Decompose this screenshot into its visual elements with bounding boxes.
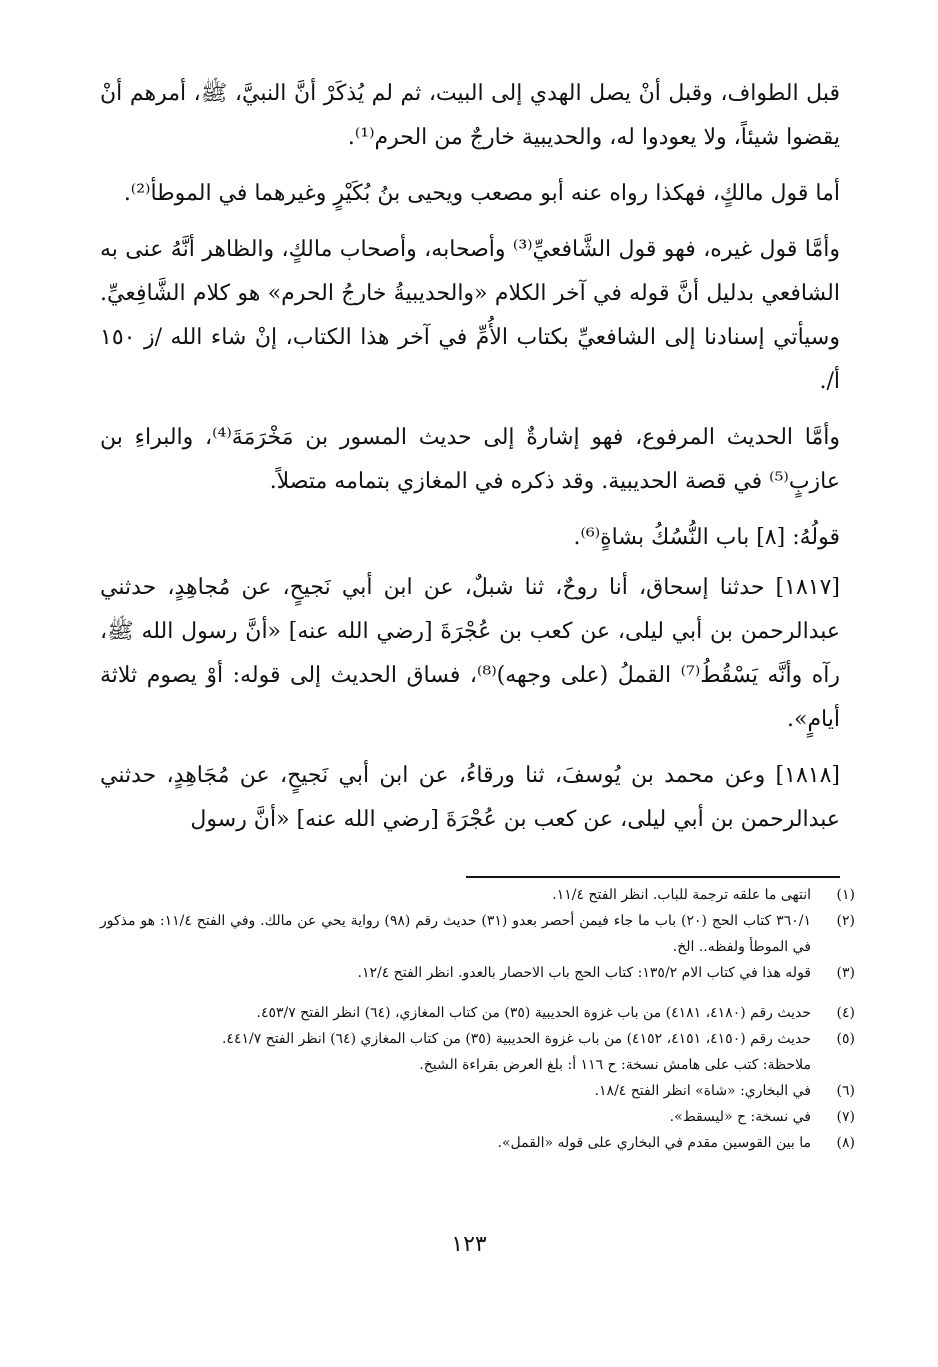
paragraph-2: أما قول مالكٍ، فهكذا رواه عنه أبو مصعب ويحيى بنُ بُكَيْرٍ وغيرهما في الموطأ⁽²⁾. bbox=[123, 181, 840, 206]
paragraph-3: وأمَّا قول غيره، فهو قول الشَّافعيِّ⁽³⁾ وأصحابه، وأصحاب مالكٍ، والظاهر أنَّهُ عنى به الشافعي بدليل أنَّ قوله في آخر الكلام «والحديبيةُ خارجُ الحرم» هو كلام الشَّافِعيِّ. وسيأتي إسنادنا إلى الشافعيِّ بكتاب الأُمِّ في آخر هذا الكتاب، إنْ شاء الله /ز ١٥٠ أ/. bbox=[100, 237, 840, 394]
footnote-number: (٦) bbox=[836, 1083, 855, 1099]
footnote-text: ملاحظة: كتب على هامش نسخة: ح ١١٦ أ: بلغ العرض بقراءة الشيخ. bbox=[419, 1057, 811, 1073]
footnote-remark bbox=[100, 1052, 855, 1078]
footnote-7 bbox=[100, 1104, 855, 1130]
footnote-text: قوله هذا في كتاب الام ١٣٥/٢: كتاب الحج باب الاحصار بالعدو. انظر الفتح ١٢/٤. bbox=[357, 965, 811, 981]
footnotes bbox=[100, 882, 855, 1156]
footnote-text: انتهى ما علقه ترجمة للباب. انظر الفتح ١١/٤. bbox=[552, 887, 811, 903]
footnote-number: (١) bbox=[836, 887, 855, 903]
footnote-1 bbox=[100, 882, 855, 908]
paragraph-4: وأمَّا الحديث المرفوع، فهو إشارةٌ إلى حديث المسور بن مَخْرَمَةَ⁽⁴⁾، والبراءِ بن عازبٍ⁽⁵⁾ في قصة الحديبية. وقد ذكره في المغازي بتمامه متصلاً. bbox=[100, 425, 840, 494]
footnote-text: ما بين القوسين مقدم في البخاري على قوله «القمل». bbox=[497, 1135, 811, 1151]
footnote-number: (٧) bbox=[836, 1109, 855, 1125]
footnote-number: (٨) bbox=[836, 1135, 855, 1151]
footnote-text: في نسخة: ح «ليسقط». bbox=[669, 1109, 811, 1125]
footnote-number: (٣) bbox=[836, 965, 855, 981]
footnote-2 bbox=[100, 908, 855, 960]
hadith-1817: [١٨١٧] حدثنا إسحاق، أنا روحٌ، ثنا شبلٌ، عن ابن أبي نَجيحٍ، عن مُجاهِدٍ، حدثني عبدالرحمن بن أبي ليلى، عن كعب بن عُجْرَةَ [رضي الله عنه] «أنَّ رسول الله ﷺ، رآه وأنَّه يَسْقُطُ⁽⁷⁾ القملُ (على وجهه)⁽⁸⁾، فساق الحديث إلى قوله: أوْ يصوم ثلاثة أيامٍ». bbox=[100, 575, 840, 732]
main-text bbox=[100, 72, 840, 854]
chapter-heading: قولُهُ: [٨] باب النُّسُكُ بشاةٍ⁽⁶⁾. bbox=[573, 525, 840, 550]
hadith-1818: [١٨١٨] وعن محمد بن يُوسفَ، ثنا ورقاءُ، عن ابن أبي نَجيحٍ، عن مُجَاهِدٍ، حدثني عبدالرحمن بن أبي ليلى، عن كعب بن عُجْرَةَ [رضي الله عنه] «أنَّ رسول bbox=[100, 763, 840, 832]
footnote-number: (٢) bbox=[836, 913, 855, 929]
footnote-5 bbox=[100, 1026, 855, 1052]
footnote-text: حديث رقم (٤١٨٠، ٤١٨١) من باب غزوة الحديبية (٣٥) من كتاب المغازي، (٦٤) انظر الفتح ٤٥٣/٧. bbox=[256, 1005, 811, 1021]
footnote-text: حديث رقم (٤١٥٠، ٤١٥١، ٤١٥٢) من باب غزوة الحديبية (٣٥) من كتاب المغازي (٦٤) انظر الفتح ٤٤١/٧. bbox=[221, 1031, 811, 1047]
footnote-4 bbox=[100, 1000, 855, 1026]
page-number: ١٢٣ bbox=[451, 1232, 487, 1257]
footnote-8 bbox=[100, 1130, 855, 1156]
footnote-6 bbox=[100, 1078, 855, 1104]
footnote-number: (٥) bbox=[836, 1031, 855, 1047]
footnote-number: (٤) bbox=[836, 1005, 855, 1021]
footnote-3 bbox=[100, 960, 855, 986]
footnote-divider bbox=[466, 876, 840, 878]
footnote-text: في البخاري: «شاة» انظر الفتح ١٨/٤. bbox=[594, 1083, 811, 1099]
paragraph-1: قبل الطواف، وقبل أنْ يصل الهدي إلى البيت، ثم لم يُذكَرْ أنَّ النبيَّ، ﷺ، أمرهم أنْ يقضوا شيئاً، ولا يعودوا له، والحديبية خارجٌ من الحرم⁽¹⁾. bbox=[100, 81, 840, 150]
footnote-text: ٣٦٠/١ كتاب الحج (٢٠) باب ما جاء فيمن أحصر بعدو (٣١) حديث رقم (٩٨) رواية يحي عن مالك. وفي الفتح ١١/٤: هو مذكور في الموطأ ولفظه.. الخ. bbox=[100, 913, 811, 955]
